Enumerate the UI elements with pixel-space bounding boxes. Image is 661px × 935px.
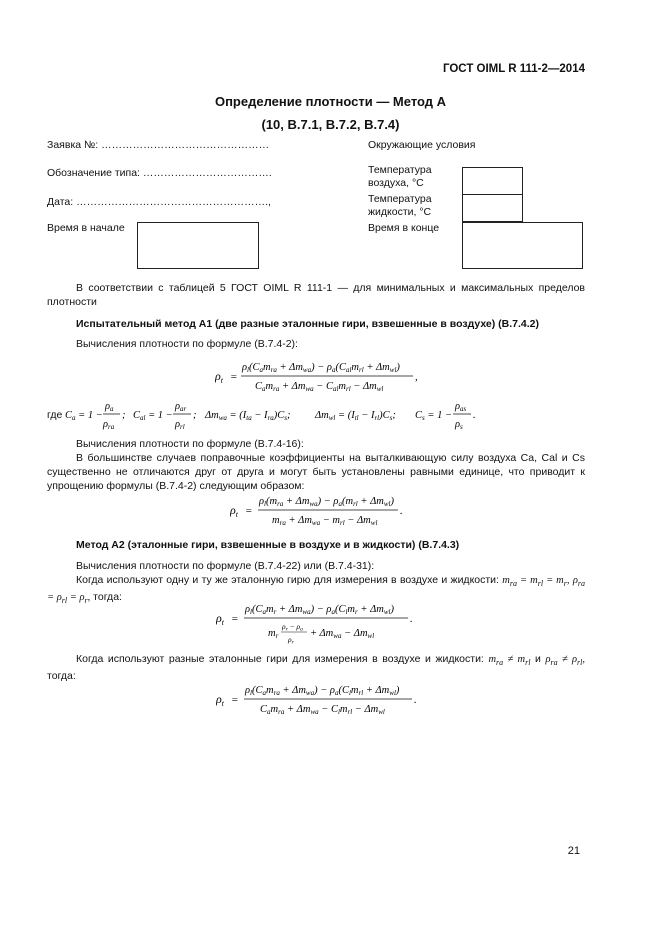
page-subtitle: (10, B.7.1, B.7.2, B.7.4) xyxy=(261,117,400,132)
svg-text:ρl(mra + Δmwa) − ρa(mrl + Δmwl: ρl(mra + Δmwa) − ρa(mrl + Δmwl) xyxy=(259,496,394,508)
svg-text:Δmwa = (Ita − Ira)Cs;: Δmwa = (Ita − Ira)Cs; xyxy=(205,410,291,422)
svg-text:.: . xyxy=(410,613,413,625)
svg-text:Ca = 1 −: Ca = 1 − xyxy=(65,410,103,422)
svg-text:Camra + Δmwa − Calmrl − Δmwl: Camra + Δmwa − Calmrl − Δmwl xyxy=(255,381,384,393)
svg-text:.: . xyxy=(473,410,476,421)
svg-text:.: . xyxy=(400,505,403,517)
diff-weight-condition-1: $m_{ra} \ne m_{rl}$ xyxy=(488,654,531,668)
start-time-box xyxy=(137,222,259,269)
air-temperature-box xyxy=(462,167,523,195)
same-weight-condition-2: $\rho_{ra} = \rho_{rl} = \rho_r$, xyxy=(47,575,586,605)
svg-text:mr: mr xyxy=(268,628,279,640)
svg-text:ρl(Camr + Δmwa) − ρa(Clmr + Δm: ρl(Camr + Δmwa) − ρa(Clmr + Δmwl) xyxy=(245,604,394,616)
intro-paragraph: В соответствии с таблицей 5 ГОСТ OIML R 111-1 — для минимальных и максимальных пределов плотности xyxy=(47,282,585,309)
method-a2-calc-text: Вычисления плотности по формуле (B.7.4-22) или (B.7.4-31): xyxy=(76,560,375,572)
svg-text:,: , xyxy=(415,371,418,383)
where-formulas-svg xyxy=(65,398,485,430)
svg-text:ρr − ρa: $\rho_r - \rho_a$ xyxy=(282,622,303,633)
ambient-conditions-label: Окружающие условия xyxy=(368,139,476,151)
svg-text:=: = xyxy=(231,613,239,625)
formula-b7416 xyxy=(230,492,410,533)
method-a2-heading: Метод А2 (эталонные гири, взвешенные в воздухе и в жидкости) (B.7.4.3) xyxy=(76,539,460,551)
svg-text:=: = xyxy=(231,694,239,706)
method-a1-heading: Испытательный метод А1 (две разные эталонные гири, взвешенные в воздухе) (B.7.4.2) xyxy=(76,318,540,330)
formula-b7422 xyxy=(216,600,426,655)
formula-b7416-svg xyxy=(230,492,410,528)
formula-b7422-svg xyxy=(216,600,426,650)
method-a1-calc2-text: Вычисления плотности по формуле (B.7.4-16): xyxy=(76,438,304,450)
svg-text:ρs: ρs xyxy=(455,419,463,430)
svg-text:+ Δmwa − Δmwl: + Δmwa − Δmwl xyxy=(310,628,375,640)
start-time-label: Время в начале xyxy=(47,222,125,234)
svg-text:ρl(Camra + Δmwa) − ρa(Clmrl +: ρl(Camra + Δmwa) − ρa(Clmrl + Δmwl) xyxy=(245,685,400,697)
svg-text:ρa: ρa xyxy=(105,401,114,413)
formula-b742-svg xyxy=(215,358,425,394)
method-a1-calc-text: Вычисления плотности по формуле (B.7.4-2): xyxy=(76,338,298,350)
where-label: где xyxy=(47,409,63,421)
svg-text:ρas: ρas xyxy=(455,401,467,413)
page-title: Определение плотности — Метод А xyxy=(214,94,447,109)
svg-text:ρrl: ρrl xyxy=(175,419,185,430)
end-time-label: Время в конце xyxy=(368,222,440,234)
svg-text:ρar: ρar xyxy=(175,401,187,413)
air-temperature-label: Температура воздуха, °С xyxy=(368,164,432,190)
diff-weight-label: Когда используют разные эталонные гири для измерения в воздухе и жидкости: xyxy=(76,653,484,665)
end-time-box xyxy=(462,222,583,269)
svg-text:ρt: $\rho_t$ xyxy=(216,611,224,627)
svg-text:ρra: ρra xyxy=(103,419,115,430)
method-a1-simplification-text: В большинстве случаев поправочные коэффициенты на выталкивающую силу воздуха Ca, Cal и Cs существенно не отличаются друг от друга и могут быть установлены равными единице, что приводит к упрощению формулы (B.7.4-2) следующим образом: xyxy=(47,452,585,493)
svg-text:Camra + Δmwa − Clmrl − Δmwl: Camra + Δmwa − Clmrl − Δmwl xyxy=(260,704,385,716)
standard-header: ГОСТ OIML R 111-2—2014 xyxy=(442,63,585,75)
svg-text:ρt: $\rho_t$ xyxy=(216,692,224,708)
svg-text:=: = xyxy=(245,505,253,517)
page-number: 21 xyxy=(567,845,580,857)
svg-text:mra + Δmwa − mrl − Δmwl: mra + Δmwa − mrl − Δmwl xyxy=(272,515,378,527)
svg-text:;: ; xyxy=(122,410,126,421)
same-weight-label: Когда используют одну и ту же эталонную гирю для измерения в воздухе и жидкости: xyxy=(76,574,499,586)
liquid-temperature-label: Температура жидкости, °С xyxy=(368,193,432,219)
formula-b7431-svg xyxy=(216,681,426,717)
svg-text:Δmwl = (Itl − Irl)Cs;: Δmwl = (Itl − Irl)Cs; xyxy=(315,410,396,422)
svg-text:ρl(Camra + Δmwa) − ρa(Calmrl +: ρl(Camra + Δmwa) − ρa(Calmrl + Δmwl) xyxy=(242,362,400,374)
svg-text:ρr: $\rho_r$ xyxy=(288,635,294,646)
svg-text:ρt: $\rho_t$ xyxy=(215,369,223,385)
formula-b742 xyxy=(215,358,425,399)
type-designation-field: Обозначение типа: ………………………………. xyxy=(47,167,272,179)
then-label-1: тогда: xyxy=(93,590,122,603)
svg-text:Cs = 1 −: Cs = 1 − xyxy=(415,410,453,422)
same-weight-condition-1: $m_{ra} = m_{rl} = m_r$, xyxy=(502,575,570,589)
diff-weight-condition-2: $\rho_{ra} \ne \rho_{rl}$, xyxy=(545,654,586,668)
liquid-temperature-box xyxy=(462,194,523,222)
application-number-field: Заявка №: ………………………………………… xyxy=(47,139,270,151)
svg-text:.: . xyxy=(414,694,417,706)
then-label-2: тогда: xyxy=(47,669,76,682)
svg-text:ρt: $\rho_t$ xyxy=(230,503,238,519)
svg-text:;: ; xyxy=(193,410,197,421)
date-field: Дата: ………………………………………………., xyxy=(47,196,271,208)
method-a2-diff-weight-text: Когда используют разные эталонные гири для измерения в воздухе и жидкости: $m_{ra} \ne m_{rl}$ и $\rho_{ra} \ne \rho_{rl}$, тогда: xyxy=(47,653,586,682)
formula-b7431 xyxy=(216,681,426,722)
svg-text:=: = xyxy=(230,371,238,383)
svg-text:Cal = 1 −: Cal = 1 − xyxy=(133,410,173,422)
